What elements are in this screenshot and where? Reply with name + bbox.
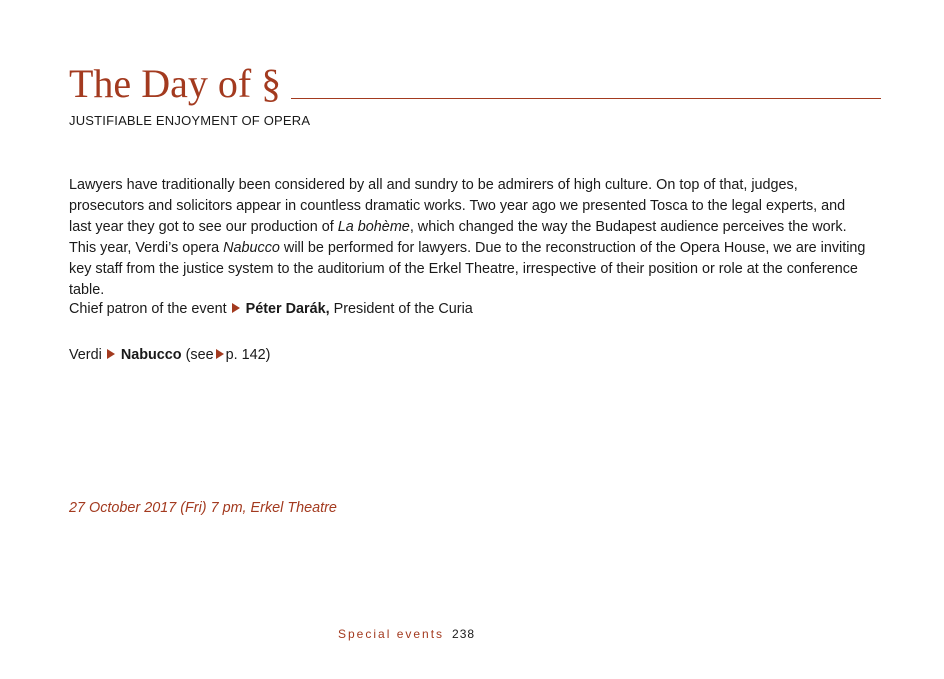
opera-title: Nabucco	[120, 347, 182, 363]
patron-line	[69, 299, 473, 320]
right-triangle-icon	[216, 349, 224, 359]
right-triangle-icon	[232, 303, 240, 313]
title-row	[69, 61, 881, 106]
patron-name: Péter Darák,	[245, 301, 330, 317]
opera-composer: Verdi	[69, 347, 102, 363]
opera-line	[69, 345, 270, 366]
body-paragraph	[69, 175, 869, 301]
right-triangle-icon	[107, 349, 115, 359]
see-reference-link[interactable]: p. 142)	[225, 347, 271, 363]
event-date: 27 October 2017 (Fri) 7 pm, Erkel Theatre	[69, 500, 337, 516]
opera-title-italic: La bohème	[337, 219, 410, 235]
page-subtitle: JUSTIFIABLE ENJOYMENT OF OPERA	[69, 113, 311, 128]
footer-section-name: Special events	[338, 627, 445, 641]
patron-label: Chief patron of the event	[69, 301, 227, 317]
page-title: The Day of §	[69, 61, 282, 106]
body-text-part-1: Lawyers have traditionally been considered by all and sundry to be admirers of high culture. On top of that, judges, prosecutors and solicitors appear in countless dramatic works. Two year ago we presented Tosca to the legal experts, and last year they got to see our production of	[69, 177, 846, 235]
patron-role: President of the Curia	[333, 301, 473, 317]
title-rule	[291, 98, 881, 99]
opera-title-italic: Nabucco	[223, 240, 280, 256]
page-footer	[338, 627, 475, 641]
body-text-part-3: will be performed for lawyers. Due to the reconstruction of the Opera House, we are inviting key staff from the justice system to the auditorium of the Erkel Theatre, irrespective of their position or role at the conference table.	[69, 240, 866, 298]
page-number: 238	[452, 627, 476, 641]
body-text-part-2: , which changed the way the Budapest audience perceives the work. This year, Verdi’s opera	[69, 219, 847, 256]
see-reference-prefix: (see	[185, 347, 214, 363]
